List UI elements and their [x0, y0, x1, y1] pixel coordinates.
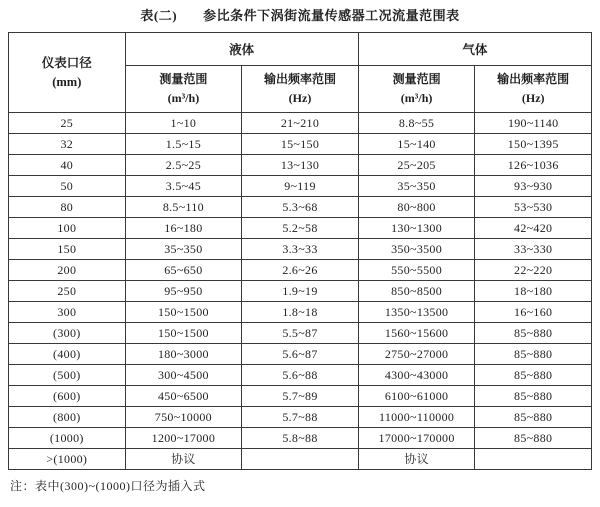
table-row — [9, 428, 592, 449]
table-title-text: 参比条件下涡街流量传感器工况流量范围表 — [203, 8, 460, 23]
header-unit: (m³/h) — [167, 91, 200, 105]
table-row — [9, 386, 592, 407]
value-cell: 18~180 — [475, 281, 592, 302]
header-gas-range — [358, 66, 475, 113]
value-cell: 5.6~87 — [242, 344, 359, 365]
diameter-cell: 100 — [9, 218, 126, 239]
diameter-cell: (1000) — [9, 428, 126, 449]
value-cell: 1200~17000 — [125, 428, 242, 449]
value-cell: 85~880 — [475, 386, 592, 407]
value-cell: 53~530 — [475, 197, 592, 218]
value-cell: 21~210 — [242, 113, 359, 134]
diameter-cell: 250 — [9, 281, 126, 302]
table-title — [0, 5, 600, 29]
value-cell: 190~1140 — [475, 113, 592, 134]
table-row — [9, 323, 592, 344]
value-cell: 42~420 — [475, 218, 592, 239]
flow-range-table — [8, 32, 592, 470]
header-label: 输出频率范围 — [497, 72, 570, 86]
table-body — [9, 113, 592, 470]
header-group-row — [9, 33, 592, 66]
value-cell: 1.8~18 — [242, 302, 359, 323]
header-liquid: 液体 — [125, 33, 358, 66]
diameter-cell: 40 — [9, 155, 126, 176]
header-unit: (m³/h) — [400, 91, 433, 105]
value-cell: 5.8~88 — [242, 428, 359, 449]
value-cell: 80~800 — [358, 197, 475, 218]
diameter-cell: (500) — [9, 365, 126, 386]
value-cell: 1560~15600 — [358, 323, 475, 344]
value-cell: 13~130 — [242, 155, 359, 176]
value-cell: 450~6500 — [125, 386, 242, 407]
value-cell: 85~880 — [475, 407, 592, 428]
value-cell: 93~930 — [475, 176, 592, 197]
value-cell: 2.6~26 — [242, 260, 359, 281]
value-cell: 350~3500 — [358, 239, 475, 260]
value-cell: 85~880 — [475, 365, 592, 386]
diameter-cell: >(1000) — [9, 449, 126, 470]
diameter-cell: 80 — [9, 197, 126, 218]
table-row — [9, 197, 592, 218]
table-row — [9, 113, 592, 134]
diameter-cell: 32 — [9, 134, 126, 155]
diameter-cell: 150 — [9, 239, 126, 260]
header-label: 输出频率范围 — [263, 72, 336, 86]
value-cell: 协议 — [125, 449, 242, 470]
value-cell: 协议 — [358, 449, 475, 470]
diameter-cell: (300) — [9, 323, 126, 344]
table-row — [9, 155, 592, 176]
value-cell: 126~1036 — [475, 155, 592, 176]
value-cell: 15~140 — [358, 134, 475, 155]
table-row — [9, 218, 592, 239]
value-cell: 150~1395 — [475, 134, 592, 155]
value-cell: 15~150 — [242, 134, 359, 155]
table-row — [9, 344, 592, 365]
value-cell: 130~1300 — [358, 218, 475, 239]
footnote: 注：表中(300)~(1000)口径为插入式 — [10, 479, 206, 493]
table-row — [9, 281, 592, 302]
header-diameter — [9, 33, 126, 113]
value-cell: 85~880 — [475, 344, 592, 365]
header-unit: (Hz) — [521, 91, 545, 105]
value-cell: 850~8500 — [358, 281, 475, 302]
diameter-cell: 50 — [9, 176, 126, 197]
value-cell: 17000~170000 — [358, 428, 475, 449]
value-cell: 4300~43000 — [358, 365, 475, 386]
header-unit: (Hz) — [288, 91, 312, 105]
header-label: 测量范围 — [159, 72, 208, 86]
value-cell: 1.5~15 — [125, 134, 242, 155]
value-cell: 5.3~68 — [242, 197, 359, 218]
value-cell: 150~1500 — [125, 323, 242, 344]
value-cell: 750~10000 — [125, 407, 242, 428]
table-title-prefix: 表(二) — [140, 8, 178, 23]
value-cell: 85~880 — [475, 323, 592, 344]
header-gas: 气体 — [358, 33, 591, 66]
value-cell: 16~180 — [125, 218, 242, 239]
value-cell: 1350~13500 — [358, 302, 475, 323]
table-row — [9, 407, 592, 428]
value-cell: 11000~110000 — [358, 407, 475, 428]
diameter-cell: (400) — [9, 344, 126, 365]
diameter-cell: 25 — [9, 113, 126, 134]
diameter-cell: 200 — [9, 260, 126, 281]
value-cell: 95~950 — [125, 281, 242, 302]
diameter-cell: (800) — [9, 407, 126, 428]
value-cell: 35~350 — [125, 239, 242, 260]
value-cell: 85~880 — [475, 428, 592, 449]
value-cell: 22~220 — [475, 260, 592, 281]
value-cell: 65~650 — [125, 260, 242, 281]
header-liquid-range — [125, 66, 242, 113]
value-cell: 2750~27000 — [358, 344, 475, 365]
table-row — [9, 134, 592, 155]
value-cell: 33~330 — [475, 239, 592, 260]
table-row — [9, 239, 592, 260]
value-cell: 5.2~58 — [242, 218, 359, 239]
value-cell: 9~119 — [242, 176, 359, 197]
value-cell: 180~3000 — [125, 344, 242, 365]
value-cell: 8.5~110 — [125, 197, 242, 218]
value-cell — [475, 449, 592, 470]
value-cell: 1~10 — [125, 113, 242, 134]
value-cell: 300~4500 — [125, 365, 242, 386]
value-cell: 6100~61000 — [358, 386, 475, 407]
diameter-cell: 300 — [9, 302, 126, 323]
value-cell: 8.8~55 — [358, 113, 475, 134]
header-label: 测量范围 — [392, 72, 441, 86]
table-row — [9, 176, 592, 197]
table-row — [9, 260, 592, 281]
value-cell: 3.5~45 — [125, 176, 242, 197]
header-diameter-label: 仪表口径 — [41, 55, 92, 70]
table-row — [9, 449, 592, 470]
value-cell: 550~5500 — [358, 260, 475, 281]
value-cell: 25~205 — [358, 155, 475, 176]
value-cell: 5.7~89 — [242, 386, 359, 407]
table-row — [9, 365, 592, 386]
value-cell: 35~350 — [358, 176, 475, 197]
value-cell: 16~160 — [475, 302, 592, 323]
header-diameter-unit: (mm) — [52, 74, 82, 89]
value-cell — [242, 449, 359, 470]
value-cell: 5.7~88 — [242, 407, 359, 428]
header-liquid-freq — [242, 66, 359, 113]
value-cell: 2.5~25 — [125, 155, 242, 176]
value-cell: 5.5~87 — [242, 323, 359, 344]
value-cell: 150~1500 — [125, 302, 242, 323]
value-cell: 5.6~88 — [242, 365, 359, 386]
header-gas-freq — [475, 66, 592, 113]
value-cell: 3.3~33 — [242, 239, 359, 260]
value-cell: 1.9~19 — [242, 281, 359, 302]
table-row — [9, 302, 592, 323]
diameter-cell: (600) — [9, 386, 126, 407]
